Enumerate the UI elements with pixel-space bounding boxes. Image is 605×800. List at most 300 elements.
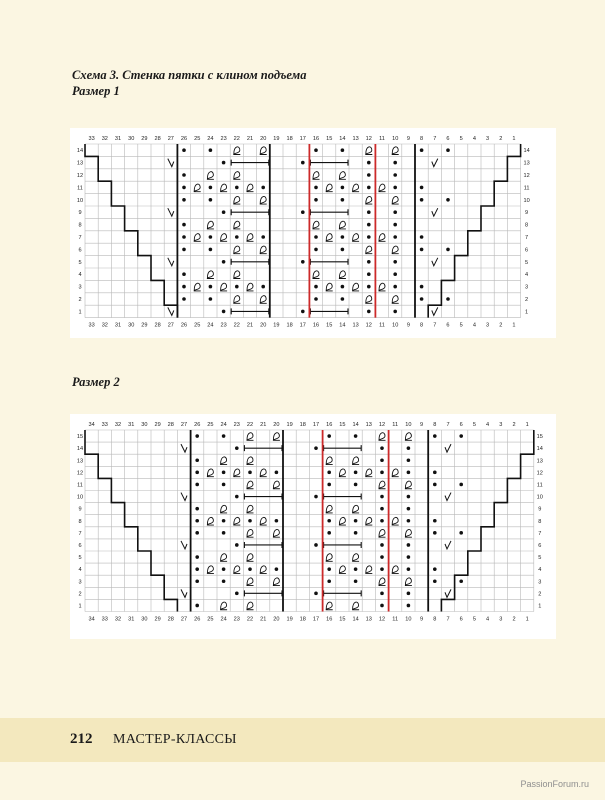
column-number: 31 <box>128 616 135 623</box>
purl-dot-icon <box>195 519 199 523</box>
purl-dot-icon <box>459 531 463 535</box>
purl-dot-icon <box>209 186 213 190</box>
twisted-knit-icon <box>313 172 320 180</box>
column-number: 4 <box>486 616 490 623</box>
row-number: 7 <box>78 234 82 241</box>
twisted-knit-icon <box>233 147 240 155</box>
row-number: 4 <box>525 272 529 279</box>
purl-dot-icon <box>354 567 358 571</box>
purl-dot-icon <box>222 483 226 487</box>
purl-dot-icon <box>195 507 199 511</box>
twisted-knit-icon <box>220 505 227 513</box>
row-number: 4 <box>538 567 542 574</box>
purl-dot-icon <box>327 579 331 583</box>
cable-bracket-icon <box>244 542 282 548</box>
purl-dot-icon <box>341 148 345 152</box>
row-number: 11 <box>77 482 83 489</box>
column-number: 12 <box>365 135 372 142</box>
twisted-knit-icon <box>220 554 227 562</box>
cable-bracket-icon <box>244 494 282 500</box>
column-number: 22 <box>246 422 254 428</box>
purl-dot-icon <box>222 210 226 214</box>
purl-dot-icon <box>420 235 424 239</box>
twisted-knit-icon <box>207 172 214 180</box>
purl-dot-icon <box>393 161 397 165</box>
column-number: 6 <box>446 135 450 142</box>
twisted-knit-icon <box>247 481 254 489</box>
row-number: 9 <box>78 210 82 217</box>
purl-dot-icon <box>222 471 226 475</box>
twisted-knit-icon <box>220 184 227 192</box>
purl-dot-icon <box>314 285 318 289</box>
decrease-right-icon <box>181 541 187 549</box>
column-number: 15 <box>339 616 346 623</box>
row-number: 12 <box>536 470 543 477</box>
purl-dot-icon <box>433 579 437 583</box>
column-number: 20 <box>260 322 267 329</box>
purl-dot-icon <box>407 458 411 462</box>
purl-dot-icon <box>235 543 239 547</box>
column-number: 19 <box>286 616 293 623</box>
twisted-knit-icon <box>352 554 359 562</box>
column-number: 6 <box>459 422 463 428</box>
row-number: 11 <box>77 185 83 192</box>
purl-dot-icon <box>182 148 186 152</box>
purl-dot-icon <box>248 471 252 475</box>
column-number: 17 <box>299 322 306 329</box>
purl-dot-icon <box>341 198 345 202</box>
purl-dot-icon <box>393 235 397 239</box>
row-number: 5 <box>538 555 542 562</box>
purl-dot-icon <box>195 471 199 475</box>
twisted-knit-icon <box>260 469 267 477</box>
purl-dot-icon <box>407 555 411 559</box>
purl-dot-icon <box>407 495 411 499</box>
purl-dot-icon <box>380 567 384 571</box>
purl-dot-icon <box>407 567 411 571</box>
purl-dot-icon <box>341 235 345 239</box>
twisted-knit-icon <box>313 221 320 229</box>
purl-dot-icon <box>195 567 199 571</box>
twisted-knit-icon <box>207 221 214 229</box>
column-number: 32 <box>101 322 108 329</box>
column-number: 32 <box>114 422 122 428</box>
column-number: 32 <box>101 135 108 142</box>
twisted-knit-icon <box>273 529 280 537</box>
twisted-knit-icon <box>339 221 346 229</box>
purl-dot-icon <box>367 223 371 227</box>
column-number: 9 <box>406 322 410 329</box>
decrease-right-icon <box>168 307 174 315</box>
row-number: 5 <box>78 259 82 266</box>
purl-dot-icon <box>275 519 279 523</box>
purl-dot-icon <box>275 471 279 475</box>
chart-title: Схема 3. Стенка пятки с клином подъема <box>72 68 307 82</box>
purl-dot-icon <box>314 235 318 239</box>
column-number: 7 <box>446 616 450 623</box>
purl-dot-icon <box>393 260 397 264</box>
column-number: 7 <box>433 322 437 329</box>
right-staircase <box>441 430 533 612</box>
column-number: 33 <box>88 135 95 142</box>
row-number: 1 <box>525 309 529 316</box>
column-number: 4 <box>472 322 476 329</box>
cable-bracket-icon <box>310 160 348 166</box>
column-number: 23 <box>220 322 227 329</box>
row-number: 6 <box>538 542 542 549</box>
twisted-knit-icon <box>392 196 399 204</box>
column-number: 22 <box>246 616 254 623</box>
twisted-knit-icon <box>365 147 372 155</box>
column-number: 5 <box>472 422 476 428</box>
twisted-knit-icon <box>207 271 214 279</box>
purl-dot-icon <box>420 285 424 289</box>
purl-dot-icon <box>354 483 358 487</box>
purl-dot-icon <box>354 471 358 475</box>
knitting-chart-size-1 <box>70 128 556 338</box>
purl-dot-icon <box>367 260 371 264</box>
purl-dot-icon <box>327 483 331 487</box>
row-number: 14 <box>76 148 84 155</box>
twisted-knit-icon <box>405 433 412 441</box>
column-number: 28 <box>167 616 174 623</box>
row-number: 4 <box>78 567 82 574</box>
twisted-knit-icon <box>326 554 333 562</box>
purl-dot-icon <box>380 446 384 450</box>
column-number: 33 <box>101 422 108 428</box>
purl-dot-icon <box>301 210 305 214</box>
purl-dot-icon <box>446 148 450 152</box>
purl-dot-icon <box>182 297 186 301</box>
purl-dot-icon <box>393 223 397 227</box>
purl-dot-icon <box>367 210 371 214</box>
column-number: 27 <box>180 616 188 623</box>
row-number: 14 <box>76 446 84 453</box>
purl-dot-icon <box>314 186 318 190</box>
twisted-knit-icon <box>352 234 359 242</box>
purl-dot-icon <box>407 446 411 450</box>
purl-dot-icon <box>459 434 463 438</box>
row-number: 4 <box>78 272 82 279</box>
row-number: 8 <box>525 222 529 229</box>
purl-dot-icon <box>209 285 213 289</box>
row-number: 1 <box>78 309 82 316</box>
column-number: 17 <box>299 135 306 142</box>
purl-dot-icon <box>367 272 371 276</box>
purl-dot-icon <box>209 148 213 152</box>
cable-bracket-icon <box>231 209 269 215</box>
row-number: 7 <box>78 530 82 537</box>
column-number: 2 <box>512 422 516 428</box>
purl-dot-icon <box>235 235 239 239</box>
section-name: МАСТЕР-КЛАССЫ <box>113 732 237 747</box>
purl-dot-icon <box>222 567 226 571</box>
twisted-knit-icon <box>326 184 333 192</box>
cable-bracket-icon <box>244 445 282 451</box>
purl-dot-icon <box>195 555 199 559</box>
row-number: 10 <box>536 494 543 501</box>
purl-dot-icon <box>380 495 384 499</box>
twisted-knit-icon <box>378 234 385 242</box>
column-number: 26 <box>180 322 188 329</box>
column-number: 23 <box>220 135 227 142</box>
purl-dot-icon <box>407 507 411 511</box>
decrease-right-icon <box>168 159 174 167</box>
column-number: 16 <box>312 135 320 142</box>
row-number: 5 <box>525 259 529 266</box>
purl-dot-icon <box>341 186 345 190</box>
column-number: 1 <box>525 616 529 623</box>
column-number: 12 <box>378 616 386 623</box>
twisted-knit-icon <box>379 578 386 586</box>
purl-dot-icon <box>459 579 463 583</box>
row-number: 15 <box>76 434 84 441</box>
column-number: 15 <box>326 135 333 142</box>
column-number: 5 <box>459 135 463 142</box>
decrease-right-icon <box>181 444 187 452</box>
twisted-knit-icon <box>194 234 201 242</box>
purl-dot-icon <box>407 543 411 547</box>
decrease-right-icon <box>181 493 187 501</box>
column-number: 9 <box>420 422 424 428</box>
purl-dot-icon <box>182 285 186 289</box>
twisted-knit-icon <box>207 469 214 477</box>
twisted-knit-icon <box>392 517 399 525</box>
purl-dot-icon <box>261 186 265 190</box>
column-number: 18 <box>299 616 306 623</box>
row-number: 2 <box>538 591 542 598</box>
purl-dot-icon <box>420 148 424 152</box>
twisted-knit-icon <box>365 469 372 477</box>
twisted-knit-icon <box>326 602 333 610</box>
column-number: 8 <box>433 422 437 428</box>
column-number: 10 <box>392 322 399 329</box>
twisted-knit-icon <box>379 433 386 441</box>
decrease-left-icon <box>445 541 451 549</box>
column-number: 5 <box>459 322 463 329</box>
purl-dot-icon <box>182 272 186 276</box>
twisted-knit-icon <box>273 578 280 586</box>
cable-bracket-icon <box>231 259 269 265</box>
twisted-knit-icon <box>194 184 201 192</box>
twisted-knit-icon <box>273 433 280 441</box>
column-number: 30 <box>141 422 148 428</box>
twisted-knit-icon <box>339 566 346 574</box>
twisted-knit-icon <box>392 147 399 155</box>
twisted-knit-icon <box>247 433 254 441</box>
column-number: 20 <box>273 422 280 428</box>
chart-grid <box>85 430 534 612</box>
purl-dot-icon <box>407 604 411 608</box>
purl-dot-icon <box>327 531 331 535</box>
decrease-right-icon <box>168 258 174 266</box>
purl-dot-icon <box>195 434 199 438</box>
column-number: 11 <box>392 616 399 623</box>
column-number: 1 <box>512 322 516 329</box>
column-number: 22 <box>233 322 240 329</box>
purl-dot-icon <box>380 471 384 475</box>
purl-dot-icon <box>248 519 252 523</box>
twisted-knit-icon <box>247 602 254 610</box>
twisted-knit-icon <box>220 234 227 242</box>
row-number: 6 <box>78 247 82 254</box>
column-number: 15 <box>339 422 346 428</box>
twisted-knit-icon <box>405 578 412 586</box>
column-number: 8 <box>420 135 424 142</box>
column-number: 24 <box>207 322 214 329</box>
purl-dot-icon <box>235 446 239 450</box>
purl-dot-icon <box>420 297 424 301</box>
twisted-knit-icon <box>233 221 240 229</box>
twisted-knit-icon <box>260 296 267 304</box>
column-number: 21 <box>246 135 254 142</box>
column-number: 30 <box>141 616 148 623</box>
column-number: 26 <box>180 135 188 142</box>
decrease-left-icon <box>445 589 451 597</box>
purl-dot-icon <box>407 519 411 523</box>
column-number: 4 <box>486 422 490 428</box>
row-number: 1 <box>78 603 82 610</box>
twisted-knit-icon <box>378 283 385 291</box>
row-number: 7 <box>525 234 529 241</box>
column-number: 12 <box>365 322 372 329</box>
twisted-knit-icon <box>207 566 214 574</box>
twisted-knit-icon <box>365 196 372 204</box>
column-number: 29 <box>154 616 161 623</box>
column-number: 19 <box>273 322 280 329</box>
twisted-knit-icon <box>260 517 267 525</box>
twisted-knit-icon <box>220 283 227 291</box>
row-number: 8 <box>538 518 542 525</box>
purl-dot-icon <box>367 161 371 165</box>
column-number: 31 <box>128 422 135 428</box>
row-number: 3 <box>78 579 82 586</box>
purl-dot-icon <box>327 471 331 475</box>
column-number: 11 <box>392 422 399 428</box>
column-number: 30 <box>128 135 135 142</box>
purl-dot-icon <box>407 592 411 596</box>
row-number: 13 <box>523 160 530 167</box>
column-number: 29 <box>141 135 148 142</box>
column-number: 20 <box>273 616 280 623</box>
size-2-label: Размер 2 <box>72 375 120 389</box>
cable-bracket-icon <box>324 590 362 596</box>
twisted-knit-icon <box>247 457 254 465</box>
purl-dot-icon <box>327 434 331 438</box>
column-number: 28 <box>154 135 161 142</box>
purl-dot-icon <box>367 173 371 177</box>
column-number: 23 <box>233 616 240 623</box>
twisted-knit-icon <box>352 184 359 192</box>
purl-dot-icon <box>446 297 450 301</box>
row-number: 2 <box>525 296 529 303</box>
column-number: 21 <box>246 322 254 329</box>
column-number: 13 <box>352 322 359 329</box>
column-number: 6 <box>446 322 450 329</box>
twisted-knit-icon <box>379 529 386 537</box>
row-number: 8 <box>78 222 82 229</box>
knitting-chart-size-2 <box>70 414 556 639</box>
purl-dot-icon <box>314 198 318 202</box>
row-number: 6 <box>78 542 82 549</box>
twisted-knit-icon <box>233 517 240 525</box>
row-number: 13 <box>76 458 84 465</box>
twisted-knit-icon <box>260 246 267 254</box>
purl-dot-icon <box>235 495 239 499</box>
purl-dot-icon <box>195 579 199 583</box>
column-number: 16 <box>312 322 320 329</box>
decrease-left-icon <box>445 493 451 501</box>
column-number: 12 <box>378 422 386 428</box>
column-number: 13 <box>352 135 359 142</box>
purl-dot-icon <box>327 567 331 571</box>
purl-dot-icon <box>209 198 213 202</box>
purl-dot-icon <box>314 297 318 301</box>
column-number: 29 <box>141 322 148 329</box>
purl-dot-icon <box>261 235 265 239</box>
column-number: 27 <box>167 135 174 142</box>
column-number: 21 <box>260 422 267 428</box>
column-number: 8 <box>433 616 437 623</box>
column-number: 18 <box>286 135 293 142</box>
column-number: 18 <box>286 322 293 329</box>
column-number: 28 <box>154 322 161 329</box>
purl-dot-icon <box>393 173 397 177</box>
twisted-knit-icon <box>247 234 254 242</box>
column-number: 10 <box>405 422 412 428</box>
column-number: 1 <box>525 422 529 428</box>
purl-dot-icon <box>433 519 437 523</box>
decrease-left-icon <box>432 307 438 315</box>
column-number: 14 <box>352 422 359 428</box>
purl-dot-icon <box>380 458 384 462</box>
column-number: 31 <box>114 322 122 329</box>
column-number: 26 <box>194 616 201 623</box>
twisted-knit-icon <box>379 481 386 489</box>
row-number: 9 <box>78 506 82 513</box>
row-number: 10 <box>76 494 84 501</box>
row-number: 11 <box>523 185 530 192</box>
twisted-knit-icon <box>339 469 346 477</box>
column-number: 33 <box>88 322 95 329</box>
column-number: 34 <box>88 616 95 623</box>
twisted-knit-icon <box>233 172 240 180</box>
twisted-knit-icon <box>339 271 346 279</box>
twisted-knit-icon <box>233 296 240 304</box>
column-number: 25 <box>194 135 201 142</box>
column-number: 32 <box>114 616 122 623</box>
row-number: 6 <box>525 247 529 254</box>
purl-dot-icon <box>314 495 318 499</box>
purl-dot-icon <box>341 248 345 252</box>
purl-dot-icon <box>209 297 213 301</box>
column-number: 6 <box>459 616 463 623</box>
purl-dot-icon <box>195 483 199 487</box>
twisted-knit-icon <box>247 184 254 192</box>
column-number: 34 <box>88 422 95 428</box>
column-number: 1 <box>512 135 516 142</box>
column-number: 21 <box>260 616 267 623</box>
column-number: 25 <box>194 322 201 329</box>
purl-dot-icon <box>222 531 226 535</box>
twisted-knit-icon <box>247 578 254 586</box>
row-number: 15 <box>536 434 543 441</box>
twisted-knit-icon <box>260 147 267 155</box>
purl-dot-icon <box>301 260 305 264</box>
column-number: 24 <box>220 422 227 428</box>
row-number: 11 <box>536 482 543 489</box>
row-number: 13 <box>76 160 84 167</box>
